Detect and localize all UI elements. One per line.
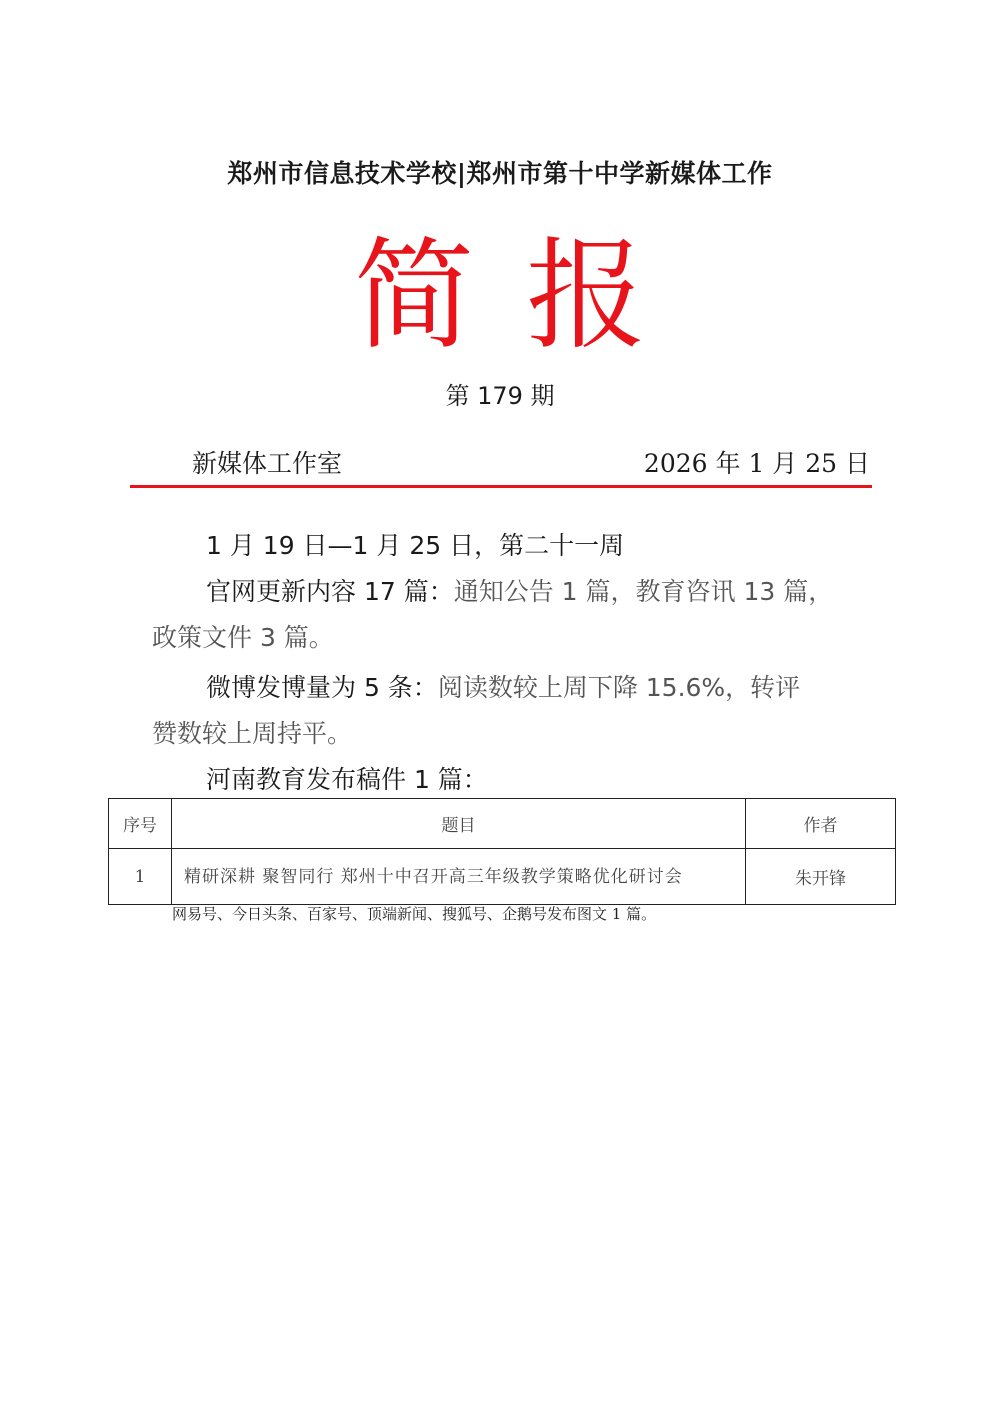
weibo-summary-line2 — [152, 711, 352, 757]
header-author: 作者 — [746, 799, 896, 849]
row-author: 朱开锋 — [746, 849, 896, 905]
table-header-row — [109, 799, 896, 849]
row-no: 1 — [109, 849, 172, 905]
week-range: 1 月 19 日—1 月 25 日，第二十一周 — [206, 531, 625, 560]
weibo-summary-line1 — [206, 665, 800, 711]
weibo-lead: 微博发博量为 5 条： — [206, 673, 438, 702]
header-divider — [130, 485, 872, 488]
website-summary-line1 — [206, 569, 833, 615]
footer-note: 网易号、今日头条、百家号、顶端新闻、搜狐号、企鹅号发布图文 1 篇。 — [172, 905, 657, 923]
website-lead: 官网更新内容 17 篇： — [206, 577, 454, 606]
org-title: 郑州市信息技术学校|郑州市第十中学新媒体工作 — [227, 159, 773, 188]
row-title: 精研深耕 聚智同行 郑州十中召开高三年级教学策略优化研讨会 — [172, 849, 746, 905]
table-row — [109, 849, 896, 905]
issue-number: 第 179 期 — [445, 382, 555, 410]
office-name: 新媒体工作室 — [192, 449, 343, 478]
articles-table — [108, 798, 896, 905]
website-summary-line2 — [152, 615, 334, 661]
weibo-body-cont: 赞数较上周持平。 — [152, 719, 353, 748]
henan-summary: 河南教育发布稿件 1 篇： — [206, 765, 488, 794]
website-body-cont: 政策文件 3 篇。 — [152, 623, 334, 652]
masthead-title: 简报 — [354, 227, 698, 366]
issue-date: 2026 年 1 月 25 日 — [643, 449, 870, 478]
website-body: 通知公告 1 篇，教育咨讯 13 篇， — [453, 577, 834, 606]
header-title: 题目 — [172, 799, 746, 849]
weibo-body: 阅读数较上周下降 15.6%，转评 — [437, 673, 801, 702]
header-no: 序号 — [109, 799, 172, 849]
